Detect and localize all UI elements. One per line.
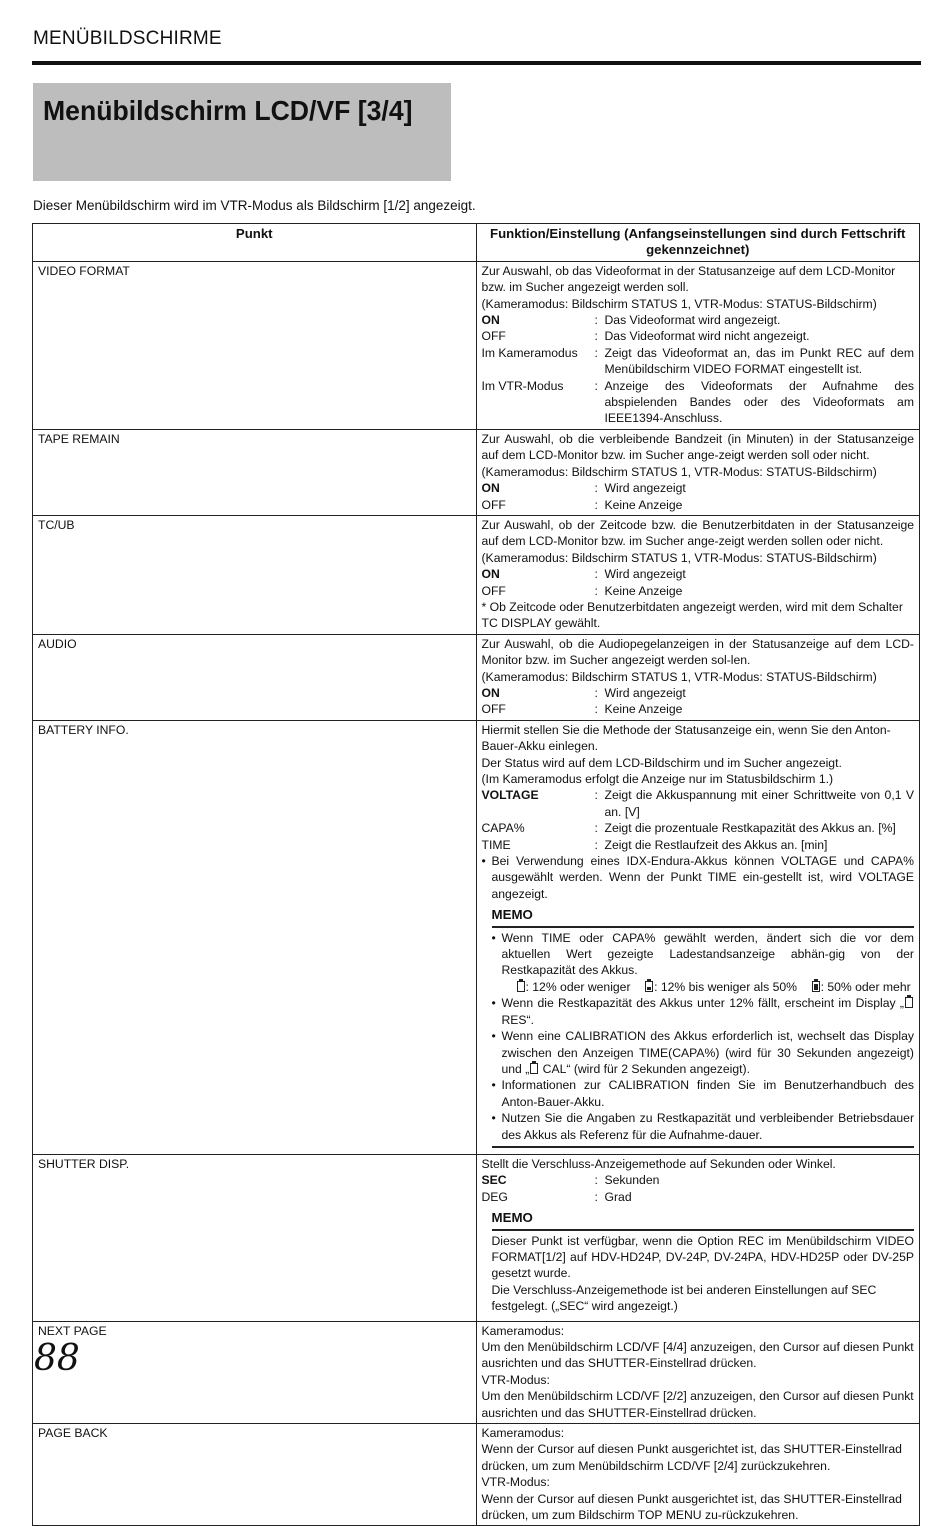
option-sec: SEC : Sekunden <box>481 1173 660 1188</box>
item-description <box>476 515 920 634</box>
item-name: VIDEO FORMAT <box>33 261 477 429</box>
desc-line: Zur Auswahl, ob die verbleibende Bandzeit (in Minuten) in der Statusanzeige auf dem LCD-Monitor bzw. im Sucher ange-zeigt werden soll oder nicht. <box>481 431 914 463</box>
desc-line: Zur Auswahl, ob der Zeitcode bzw. die Benutzerbitdaten in der Statusanzeige auf dem LCD-Monitor bzw. im Sucher ange-zeigt werden sollen oder nicht. <box>481 517 914 549</box>
battery-empty-icon <box>517 981 525 992</box>
battery-empty-icon <box>530 1063 538 1074</box>
mode-label: VTR-Modus: <box>481 1475 550 1490</box>
option-on: ON : Wird angezeigt <box>481 685 686 700</box>
table-header-row <box>33 224 920 262</box>
memo-bullet: • Informationen zur CALIBRATION finden Sie im Benutzerhandbuch des Anton-Bauer-Akku. <box>491 1078 914 1109</box>
option-time: TIME : Zeigt die Restlaufzeit des Akkus an. [min] <box>481 837 828 852</box>
option-voltage: VOLTAGE : Zeigt die Akkuspannung mit einer Schrittweite von 0,1 V an. [V] <box>481 788 914 819</box>
title-box <box>33 83 451 181</box>
desc-line: Hiermit stellen Sie die Methode der Statusanzeige ein, wenn Sie den Anton-Bauer-Akku einlegen. <box>481 722 891 754</box>
memo-line: Die Verschluss-Anzeigemethode ist bei anderen Einstellungen auf SEC festgelegt. („SEC“ wird angezeigt.) <box>491 1282 877 1314</box>
page-title: Menübildschirm LCD/VF [3/4] <box>43 95 413 126</box>
mode-line: (Kameramodus: Bildschirm STATUS 1, VTR-Modus: STATUS-Bildschirm) <box>481 296 877 311</box>
item-name: SHUTTER DISP. <box>33 1154 477 1321</box>
memo-rule <box>492 926 915 928</box>
item-description <box>476 720 920 1154</box>
memo-box <box>492 1207 915 1314</box>
option-off: OFF : Keine Anzeige <box>481 702 683 717</box>
table-row <box>33 634 920 720</box>
mode-label: Kameramodus: <box>481 1323 565 1338</box>
settings-table <box>32 223 920 1526</box>
desc-line: Zur Auswahl, ob das Videoformat in der Statusanzeige auf dem LCD-Monitor bzw. im Sucher angezeigt werden soll. <box>481 263 896 295</box>
intro-text: Dieser Menübildschirm wird im VTR-Modus als Bildschirm [1/2] angezeigt. <box>33 198 476 213</box>
desc-line: Stellt die Verschluss-Anzeigemethode auf Sekunden oder Winkel. <box>481 1156 836 1171</box>
desc-line: Wenn der Cursor auf diesen Punkt ausgerichtet ist, das SHUTTER-Einstellrad drücken, um zum Menübildschirm LCD/VF [2/4] zurückzukehren. <box>481 1442 902 1473</box>
page-number: 88 <box>34 1338 80 1379</box>
battery-empty-icon <box>905 997 913 1008</box>
mode-label: Kameramodus: <box>481 1426 565 1441</box>
item-description <box>476 261 920 429</box>
memo-rule <box>492 1146 915 1148</box>
item-description <box>476 1424 920 1526</box>
column-header-funktion: Funktion/Einstellung (Anfangseinstellungen sind durch Fettschrift gekennzeichnet) <box>476 224 920 262</box>
option-on: ON : Wird angezeigt <box>481 481 686 496</box>
memo-bullet: • Wenn eine CALIBRATION des Akkus erforderlich ist, wechselt das Display zwischen den Anzeigen TIME(CAPA%) (wird für 30 Sekunden angezeigt) und „ CAL“ (wird für 2 Sekunden angezeigt). <box>491 1029 914 1076</box>
battery-half-icon <box>645 981 653 992</box>
item-description <box>476 634 920 720</box>
item-name: PAGE BACK <box>33 1424 477 1526</box>
item-name: NEXT PAGE <box>33 1321 477 1423</box>
option-off: OFF : Keine Anzeige <box>481 497 683 512</box>
memo-bullet: • Wenn TIME oder CAPA% gewählt werden, ändert sich die vor dem aktuellen Wert gezeigte Ladestandsanzeige abhän-gig von der Restkapazität des Akkus. <box>491 930 914 978</box>
desc-line: Um den Menübildschirm LCD/VF [2/2] anzuzeigen, den Cursor auf diesen Punkt ausrichten und das SHUTTER-Einstellrad drücken. <box>481 1389 914 1420</box>
item-name: TAPE REMAIN <box>33 429 477 515</box>
battery-levels: : 12% oder weniger : 12% bis weniger als 50% : 50% oder mehr <box>492 979 915 995</box>
header-rule <box>32 61 921 65</box>
item-description <box>476 1154 920 1321</box>
option-off: OFF : Keine Anzeige <box>481 583 683 598</box>
table-row <box>33 261 920 429</box>
bullet-item: • Bei Verwendung eines IDX-Endura-Akkus können VOLTAGE und CAPA% ausgewählt werden. Wenn der Punkt TIME ein-gestellt ist, wird VOLTAGE angezeigt. <box>481 854 914 901</box>
mode-line: (Kameramodus: Bildschirm STATUS 1, VTR-Modus: STATUS-Bildschirm) <box>481 669 877 684</box>
item-description <box>476 1321 920 1423</box>
column-header-punkt: Punkt <box>33 224 477 262</box>
battery-full-icon <box>812 981 820 992</box>
memo-bullet: • Nutzen Sie die Angaben zu Restkapazität und verbleibender Betriebsdauer des Akkus als Referenz für die Aufnahme-dauer. <box>491 1111 914 1142</box>
desc-line: (Im Kameramodus erfolgt die Anzeige nur im Statusbildschirm 1.) <box>481 772 834 786</box>
item-name: TC/UB <box>33 515 477 634</box>
table-row <box>33 1321 920 1423</box>
memo-bullet: • Wenn die Restkapazität des Akkus unter 12% fällt, erscheint im Display „ RES“. <box>492 995 915 1028</box>
memo-line: Dieser Punkt ist verfügbar, wenn die Option REC im Menübildschirm VIDEO FORMAT[1/2] auf HDV-HD24P, DV-24P, DV-24PA, HDV-HD25P oder DV-25P gesetzt wurde. <box>491 1233 914 1281</box>
mode-line: (Kameramodus: Bildschirm STATUS 1, VTR-Modus: STATUS-Bildschirm) <box>481 464 877 479</box>
mode-line: (Kameramodus: Bildschirm STATUS 1, VTR-Modus: STATUS-Bildschirm) <box>481 550 877 565</box>
section-header: MENÜBILDSCHIRME <box>33 28 222 49</box>
memo-title: MEMO <box>491 907 533 923</box>
option-capa: CAPA% : Zeigt die prozentuale Restkapazität des Akkus an. [%] <box>481 821 896 836</box>
option-camera-mode: Im Kameramodus : Zeigt das Videoformat an, das im Punkt REC auf dem Menübildschirm VIDEO FORMAT eingestellt ist. <box>481 345 914 377</box>
table-row <box>33 1154 920 1321</box>
desc-line: Zur Auswahl, ob die Audiopegelanzeigen in der Statusanzeige auf dem LCD-Monitor bzw. im Sucher angezeigt werden sol-len. <box>481 636 914 668</box>
table-row <box>33 720 920 1154</box>
desc-line: Um den Menübildschirm LCD/VF [4/4] anzuzeigen, den Cursor auf diesen Punkt ausrichten und das SHUTTER-Einstellrad drücken. <box>481 1340 914 1371</box>
desc-line: Wenn der Cursor auf diesen Punkt ausgerichtet ist, das SHUTTER-Einstellrad drücken, um zum Bildschirm TOP MENU zu-rückzukehren. <box>481 1491 902 1523</box>
option-vtr-mode: Im VTR-Modus : Anzeige des Videoformats der Aufnahme des abspielenden Bandes oder des Videoformats am IEEE1394-Anschluss. <box>481 378 914 426</box>
item-name: BATTERY INFO. <box>33 720 477 1154</box>
memo-box <box>492 904 915 1148</box>
option-off: OFF : Das Videoformat wird nicht angezeigt. <box>481 329 810 344</box>
mode-label: VTR-Modus: <box>481 1372 550 1387</box>
memo-title: MEMO <box>491 1210 533 1226</box>
note-line: * Ob Zeitcode oder Benutzerbitdaten angezeigt werden, wird mit dem Schalter TC DISPLAY gewählt. <box>481 599 903 631</box>
option-on: ON : Wird angezeigt <box>481 567 686 582</box>
memo-rule <box>492 1229 915 1231</box>
item-description <box>476 429 920 515</box>
table-row <box>33 515 920 634</box>
item-name: AUDIO <box>33 634 477 720</box>
desc-line: Der Status wird auf dem LCD-Bildschirm und im Sucher angezeigt. <box>481 755 842 770</box>
option-deg: DEG : Grad <box>481 1189 632 1204</box>
table-row <box>33 429 920 515</box>
table-row <box>33 1424 920 1526</box>
option-on: ON : Das Videoformat wird angezeigt. <box>481 313 781 328</box>
